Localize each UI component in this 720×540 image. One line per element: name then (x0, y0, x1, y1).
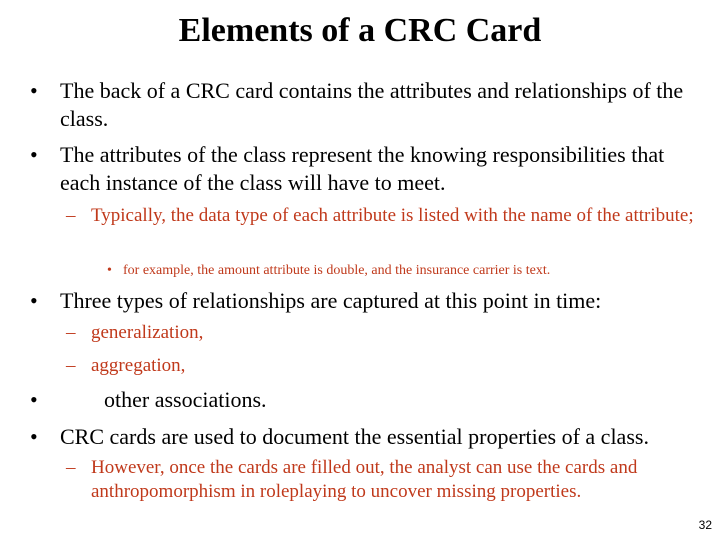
sub-bullet-text: aggregation, (91, 355, 186, 376)
dash-marker: – (66, 322, 76, 343)
bullet-text: CRC cards are used to document the essential properties of a class. (60, 424, 649, 449)
sub-bullet-roleplaying (66, 456, 712, 504)
sub-bullet-text: However, once the cards are filled out, the analyst can use the cards and anthropomorphism in roleplaying to uncover missing properties. (91, 457, 638, 502)
dash-marker: – (66, 205, 76, 226)
slide-title: Elements of a CRC Card (178, 12, 542, 49)
sub-bullet-aggregation (66, 354, 712, 378)
bullet-text: other associations. (104, 387, 267, 412)
bullet-marker: • (30, 424, 38, 449)
sub-bullet-generalization (66, 321, 712, 345)
bullet-marker: • (30, 142, 38, 167)
sub-bullet-text: generalization, (91, 322, 204, 343)
bullet-attributes-knowing (30, 141, 710, 197)
bullet-crc-cards-used (30, 423, 710, 451)
bullet-back-of-card (30, 77, 710, 133)
bullet-text: Three types of relationships are captured at this point in time: (60, 288, 602, 313)
bullet-other-associations (30, 386, 710, 414)
sub-bullet-data-type (66, 204, 712, 228)
sub-bullet-text: Typically, the data type of each attribute is listed with the name of the attribute; (91, 205, 694, 226)
bullet-marker: • (30, 387, 38, 412)
bullet-marker: • (107, 263, 112, 278)
bullet-text: The attributes of the class represent the knowing responsibilities that each instance of the class will have to meet. (60, 142, 665, 195)
dash-marker: – (66, 457, 76, 478)
bullet-text: The back of a CRC card contains the attributes and relationships of the class. (60, 78, 684, 131)
dash-marker: – (66, 355, 76, 376)
bullet-marker: • (30, 288, 38, 313)
bullet-three-relationships (30, 287, 710, 315)
sub-sub-bullet-text: for example, the amount attribute is double, and the insurance carrier is text. (123, 263, 551, 278)
sub-sub-bullet-example (107, 262, 707, 280)
bullet-marker: • (30, 78, 38, 103)
page-number: 32 (698, 518, 712, 532)
